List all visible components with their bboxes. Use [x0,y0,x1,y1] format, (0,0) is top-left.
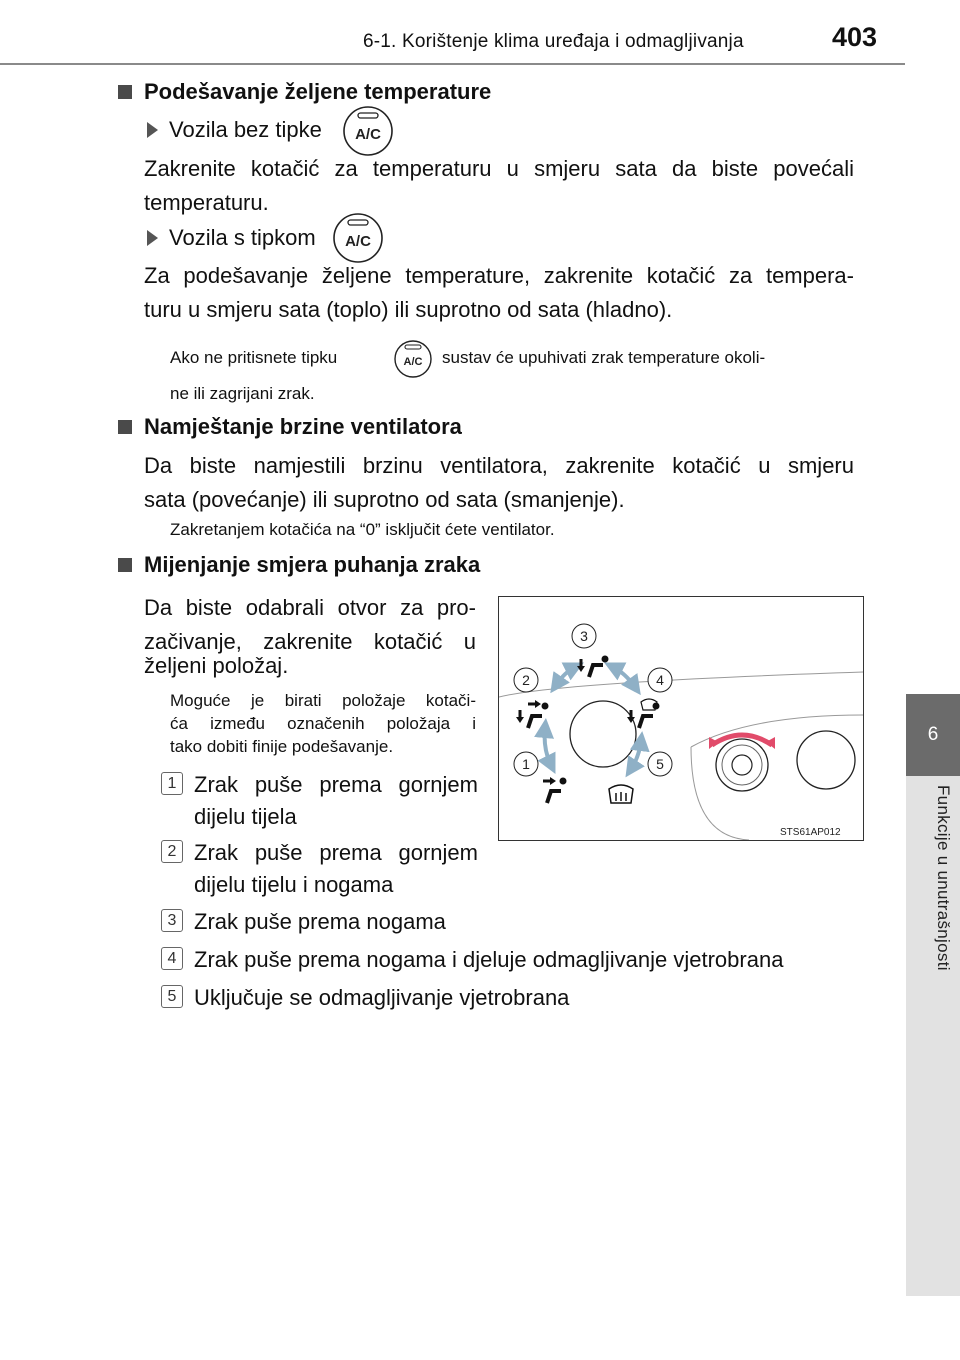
subheading-without-button: Vozila bez tipke [169,117,322,142]
page-number: 403 [832,22,878,52]
ac-button-icon [332,212,384,264]
ac-button-icon [393,339,433,379]
note-ac-pre: Ako ne pritisnete tipku [170,348,338,367]
list-number-badge: 3 [161,909,183,932]
heading-temperature: Podešavanje željene temperature [144,79,492,104]
figure-code: STS61AP012 [780,827,841,838]
ac-button-icon [342,105,394,157]
para-airflow-3: željeni položaj. [144,653,289,678]
header-rule [0,63,905,65]
chapter-title: Funkcije u unutrašnjosti [934,785,953,971]
note-airflow-3: tako dobiti finije podešavanje. [170,737,394,756]
heading-airflow: Mijenjanje smjera puhanja zraka [144,552,481,577]
header-section-title: 6-1. Korištenje klima uređaja i odmagljivanja [363,31,744,52]
ac-label: A/C [355,126,381,143]
triangle-bullet-icon [147,230,158,246]
airflow-dial-illustration [499,597,863,840]
mode-knob [570,701,636,767]
list-item-3: Zrak puše prema nogama [194,909,446,934]
list-number-badge: 4 [161,947,183,970]
para-temp-2: temperaturu. [144,190,269,215]
heading-bullet-icon [118,420,132,434]
para-fan-1: Da biste namjestili brzinu ventilatora, zakrenite kotačić u smjeru [144,453,854,478]
figure-label-5: 5 [656,756,664,772]
list-item-5: Uključuje se odmagljivanje vjetrobrana [194,985,570,1010]
ac-label: A/C [345,233,371,250]
note-airflow-1: Moguće je birati položaje kotači- [170,691,476,710]
subheading-with-button: Vozila s tipkom [169,225,316,250]
list-item-1-line2: dijelu tijela [194,804,297,829]
list-item-1-line1: Zrak puše prema gornjem [194,772,478,797]
list-number-badge: 2 [161,840,183,863]
note-ac-post: sustav će upuhivati zrak temperature okoli- [442,348,766,367]
list-number-badge: 1 [161,772,183,795]
para-fan-2: sata (povećanje) ili suprotno od sata (smanjenje). [144,487,625,512]
chapter-number: 6 [927,724,939,745]
list-item-2-line1: Zrak puše prema gornjem [194,840,478,865]
para-temp-3: Za podešavanje željene temperature, zakrenite kotačić za tempera- [144,263,854,288]
para-airflow-1: Da biste odabrali otvor za pro- [144,595,476,620]
para-temp-4: turu u smjeru sata (toplo) ili suprotno od sata (hladno). [144,297,673,322]
chapter-tab[interactable] [906,694,960,776]
triangle-bullet-icon [147,122,158,138]
heading-bullet-icon [118,558,132,572]
list-item-2-line2: dijelu tijelu i nogama [194,872,394,897]
airflow-dial-figure [498,596,864,841]
ac-label: A/C [403,356,423,368]
heading-fan-speed: Namještanje brzine ventilatora [144,414,462,439]
para-airflow-2: začivanje, zakrenite kotačić u [144,629,476,654]
figure-label-1: 1 [522,756,530,772]
list-number-badge: 5 [161,985,183,1008]
figure-label-2: 2 [522,672,530,688]
note-fan: Zakretanjem kotačića na “0” isključit ćete ventilator. [170,520,555,539]
note-airflow-2: ća između označenih položaja i [170,714,476,733]
figure-label-4: 4 [656,672,664,688]
figure-label-3: 3 [580,628,588,644]
para-temp-1: Zakrenite kotačić za temperaturu u smjeru sata da biste povećali [144,156,854,181]
note-ac-2: ne ili zagrijani zrak. [170,384,315,403]
list-item-4: Zrak puše prema nogama i djeluje odmagljivanje vjetrobrana [194,947,784,972]
heading-bullet-icon [118,85,132,99]
